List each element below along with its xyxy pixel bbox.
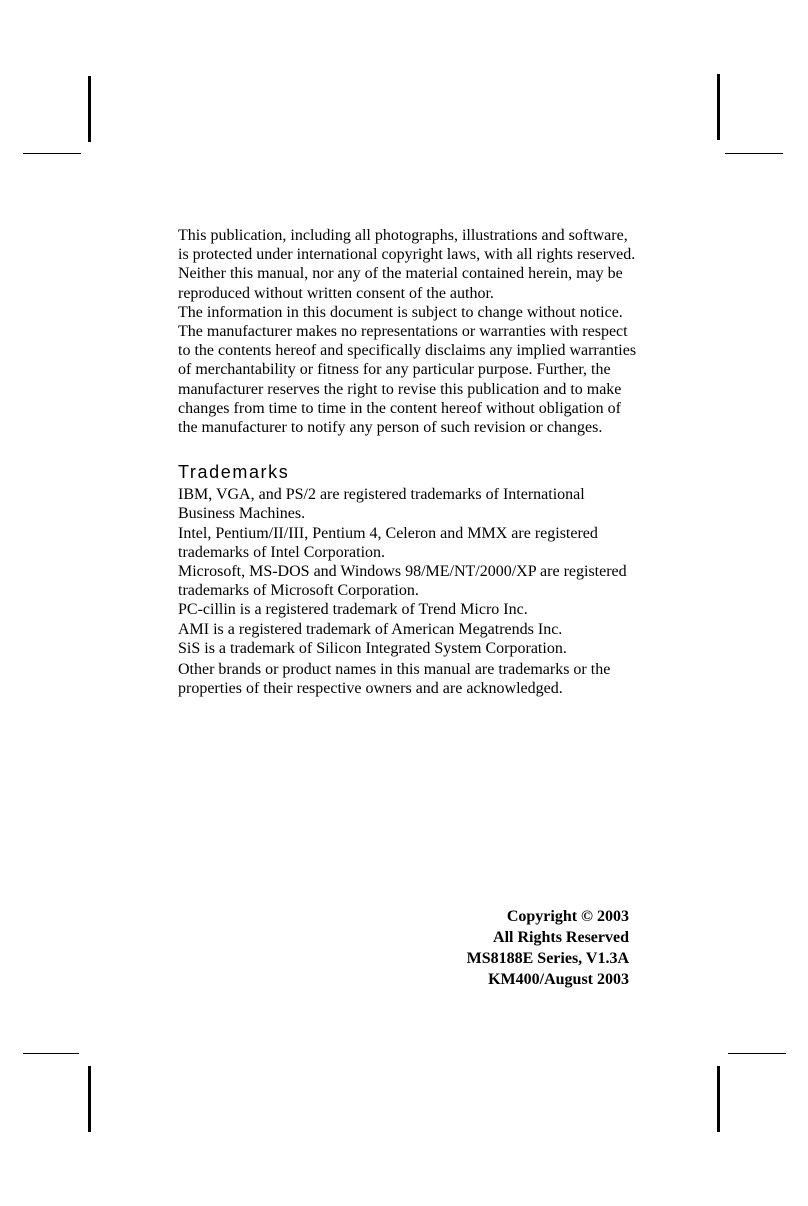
trademarks-heading: Trademarks xyxy=(178,462,290,483)
page-content xyxy=(178,226,638,698)
chipset-date: KM400/August 2003 xyxy=(488,971,629,988)
copyright-notice-paragraph: This publication, including all photographs, illustrations and software, is protected under international copyright laws, with all rights reserved. Neither this manual, nor any of the material contained herein, may be reproduced without written consent of the author. xyxy=(178,227,636,302)
trademark-item: IBM, VGA, and PS/2 are registered trademarks of International Business Machines. xyxy=(178,486,585,523)
crop-mark-bottom-left-horizontal xyxy=(23,1053,79,1054)
trademarks-list xyxy=(178,485,638,698)
crop-mark-top-right-horizontal xyxy=(725,153,783,154)
crop-mark-top-right-vertical xyxy=(717,74,720,140)
trademark-item: Other brands or product names in this manual are trademarks or the properties of their respective owners and are acknowledged. xyxy=(178,661,611,698)
trademark-item: PC-cillin is a registered trademark of Trend Micro Inc. xyxy=(178,601,528,619)
crop-mark-top-left-vertical xyxy=(88,76,91,142)
crop-mark-bottom-right-vertical xyxy=(717,1066,720,1132)
product-series-version: MS8188E Series, V1.3A xyxy=(466,950,629,967)
trademark-item: Microsoft, MS-DOS and Windows 98/ME/NT/2000/XP are registered trademarks of Microsoft Corporation. xyxy=(178,563,627,600)
copyright-block xyxy=(467,906,629,990)
trademark-item: AMI is a registered trademark of American Megatrends Inc. xyxy=(178,620,563,638)
rights-reserved: All Rights Reserved xyxy=(493,929,629,946)
crop-mark-top-left-horizontal xyxy=(23,153,81,154)
trademark-item: Intel, Pentium/II/III, Pentium 4, Celeron and MMX are registered trademarks of Intel Corporation. xyxy=(178,524,598,561)
trademark-item: SiS is a trademark of Silicon Integrated System Corporation. xyxy=(178,639,567,657)
disclaimer-paragraph: The information in this document is subject to change without notice. The manufacturer makes no representations or warranties with respect to the contents hereof and specifically disclaims any implied warranties of merchantability or fitness for any particular purpose. Further, the manufacturer reserves the right to revise this publication and to make changes from time to time in the content hereof without obligation of the manufacturer to notify any person of such revision or changes. xyxy=(178,303,637,437)
crop-mark-bottom-right-horizontal xyxy=(728,1053,786,1054)
copyright-year: Copyright © 2003 xyxy=(506,908,629,925)
crop-mark-bottom-left-vertical xyxy=(88,1066,91,1132)
